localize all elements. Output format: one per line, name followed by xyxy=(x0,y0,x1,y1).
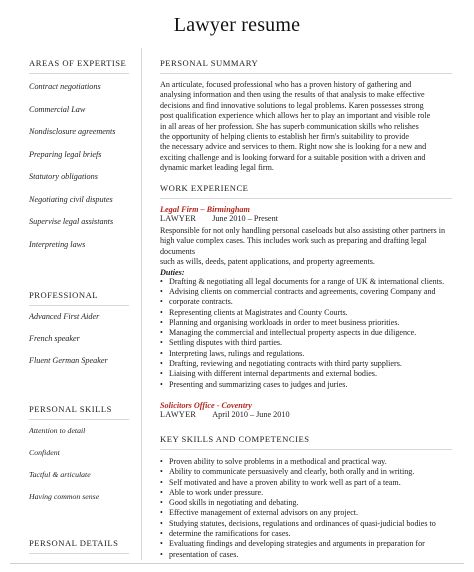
list-item: • Ability to communicate persuasively and clearly, both orally and in writing. xyxy=(160,467,452,477)
list-item: Statutory obligations xyxy=(29,172,98,181)
job-role-line xyxy=(160,410,452,419)
list-item: • Studying statutes, decisions, regulations and ordinances of quasi-judicial bodies to xyxy=(160,519,452,529)
key-skills-section xyxy=(160,434,452,560)
list-item: • Advising clients on commercial contracts and agreements, covering Company and xyxy=(160,287,452,297)
list-item: • Planning and organising workloads in order to meet business priorities. xyxy=(160,318,452,328)
summary-line: dynamic market leading legal firm. xyxy=(160,163,274,173)
job-employer: Solicitors Office - Coventry xyxy=(160,400,252,410)
bottom-rule xyxy=(10,563,464,564)
key-skills-heading: KEY SKILLS AND COMPETENCIES xyxy=(160,434,452,450)
summary-line: exciting challenge and is looking forward for a suitable position with a driven and xyxy=(160,152,426,162)
list-item: • Settling disputes with third parties. xyxy=(160,338,452,348)
duties-label: Duties: xyxy=(160,267,185,277)
description-line: high value complex cases. This includes work such as preparing and drafting legal documents xyxy=(160,236,427,256)
job-description xyxy=(160,226,452,268)
list-item: Commercial Law xyxy=(29,104,86,114)
areas-list xyxy=(29,82,141,262)
list-item: • Managing the commercial and intellectual property aspects in due diligence. xyxy=(160,328,452,338)
list-item: Nondisclosure agreements xyxy=(29,127,116,136)
list-item: • Drafting & negotiating all legal documents for a range of UK & international clients. xyxy=(160,277,452,287)
list-item: Advanced First Aider xyxy=(29,312,100,321)
summary-heading: PERSONAL SUMMARY xyxy=(160,58,452,74)
job-role: LAWYER xyxy=(160,409,197,419)
experience-section xyxy=(160,183,452,419)
professional-list xyxy=(29,312,141,378)
list-item: Fluent German Speaker xyxy=(29,356,108,365)
list-item: • Good skills in negotiating and debating. xyxy=(160,498,452,508)
list-item: Interpreting laws xyxy=(29,239,86,249)
job-role-line xyxy=(160,214,452,223)
list-item: Tactful & articulate xyxy=(29,470,91,479)
skills-list xyxy=(29,426,141,514)
sidebar xyxy=(29,58,141,554)
summary-line: post qualification experience which allows her to play an important and visible role xyxy=(160,111,431,121)
list-item: • Drafting, reviewing and negotiating contracts with third party suppliers. xyxy=(160,359,452,369)
duties-list xyxy=(160,277,452,390)
details-heading: PERSONAL DETAILS xyxy=(29,538,129,554)
job-dates: April 2010 – June 2010 xyxy=(212,409,290,419)
list-item: • determine the ramifications for cases. xyxy=(160,529,452,539)
list-item: • Effective management of external advisors on any project. xyxy=(160,508,452,518)
column-divider xyxy=(141,48,142,560)
list-item: • Able to work under pressure. xyxy=(160,488,452,498)
resume-title: Lawyer resume xyxy=(173,14,301,36)
summary-text xyxy=(160,80,452,174)
list-item: Confident xyxy=(29,448,60,457)
list-item: French speaker xyxy=(29,334,80,343)
list-item: • Presenting and summarizing cases to judges and juries. xyxy=(160,380,452,390)
list-item: • Liaising with different internal departments and external bodies. xyxy=(160,369,452,379)
list-item: • Self motivated and have a proven ability to work well as part of a team. xyxy=(160,478,452,488)
job-employer: Legal Firm – Birmingham xyxy=(160,205,250,214)
job-dates: June 2010 – Present xyxy=(212,214,278,223)
list-item: • Representing clients at Magistrates and County Courts. xyxy=(160,308,452,318)
areas-heading: AREAS OF EXPERTISE xyxy=(29,58,129,74)
key-skills-list xyxy=(160,457,452,560)
summary-section xyxy=(160,58,452,174)
experience-heading: WORK EXPERIENCE xyxy=(160,183,452,199)
list-item: Preparing legal briefs xyxy=(29,149,102,159)
list-item: • Proven ability to solve problems in a methodical and practical way. xyxy=(160,457,452,467)
list-item: Negotiating civil disputes xyxy=(29,194,113,204)
description-line: such as wills, deeds, patent applications, and property agreements. xyxy=(160,257,375,267)
job-role: LAWYER xyxy=(160,214,197,223)
professional-heading: PROFESSIONAL xyxy=(29,290,129,306)
skills-heading: PERSONAL SKILLS xyxy=(29,404,129,420)
description-line: Responsible for not only handling personal caseloads but also assisting other partners in xyxy=(160,226,446,235)
summary-line: in all areas of her profession. She has superb communication skills who relishes xyxy=(160,121,419,131)
list-item: Supervise legal assistants xyxy=(29,217,114,226)
summary-line: analysing information and then using the results of that analysis to make effective xyxy=(160,90,425,100)
summary-line: the necessary advice and services to them. Right now she is looking for a new and xyxy=(160,142,427,152)
list-item: • corporate contracts. xyxy=(160,297,452,307)
summary-line: decisions and find innovative solutions to legal problems. Karen possesses strong xyxy=(160,100,424,110)
list-item: Having common sense xyxy=(29,492,100,501)
list-item: • presentation of cases. xyxy=(160,550,452,560)
list-item: Attention to detail xyxy=(29,426,86,435)
summary-line: An articulate, focused professional who has a proven history of gathering and xyxy=(160,80,412,89)
list-item: Contract negotiations xyxy=(29,82,101,91)
list-item: • Interpreting laws, rulings and regulations. xyxy=(160,349,452,359)
summary-line: the opportunity of helping clients to establish her firm's suitability to provide xyxy=(160,132,409,142)
list-item: • Evaluating findings and developing strategies and arguments in preparation for xyxy=(160,539,452,549)
